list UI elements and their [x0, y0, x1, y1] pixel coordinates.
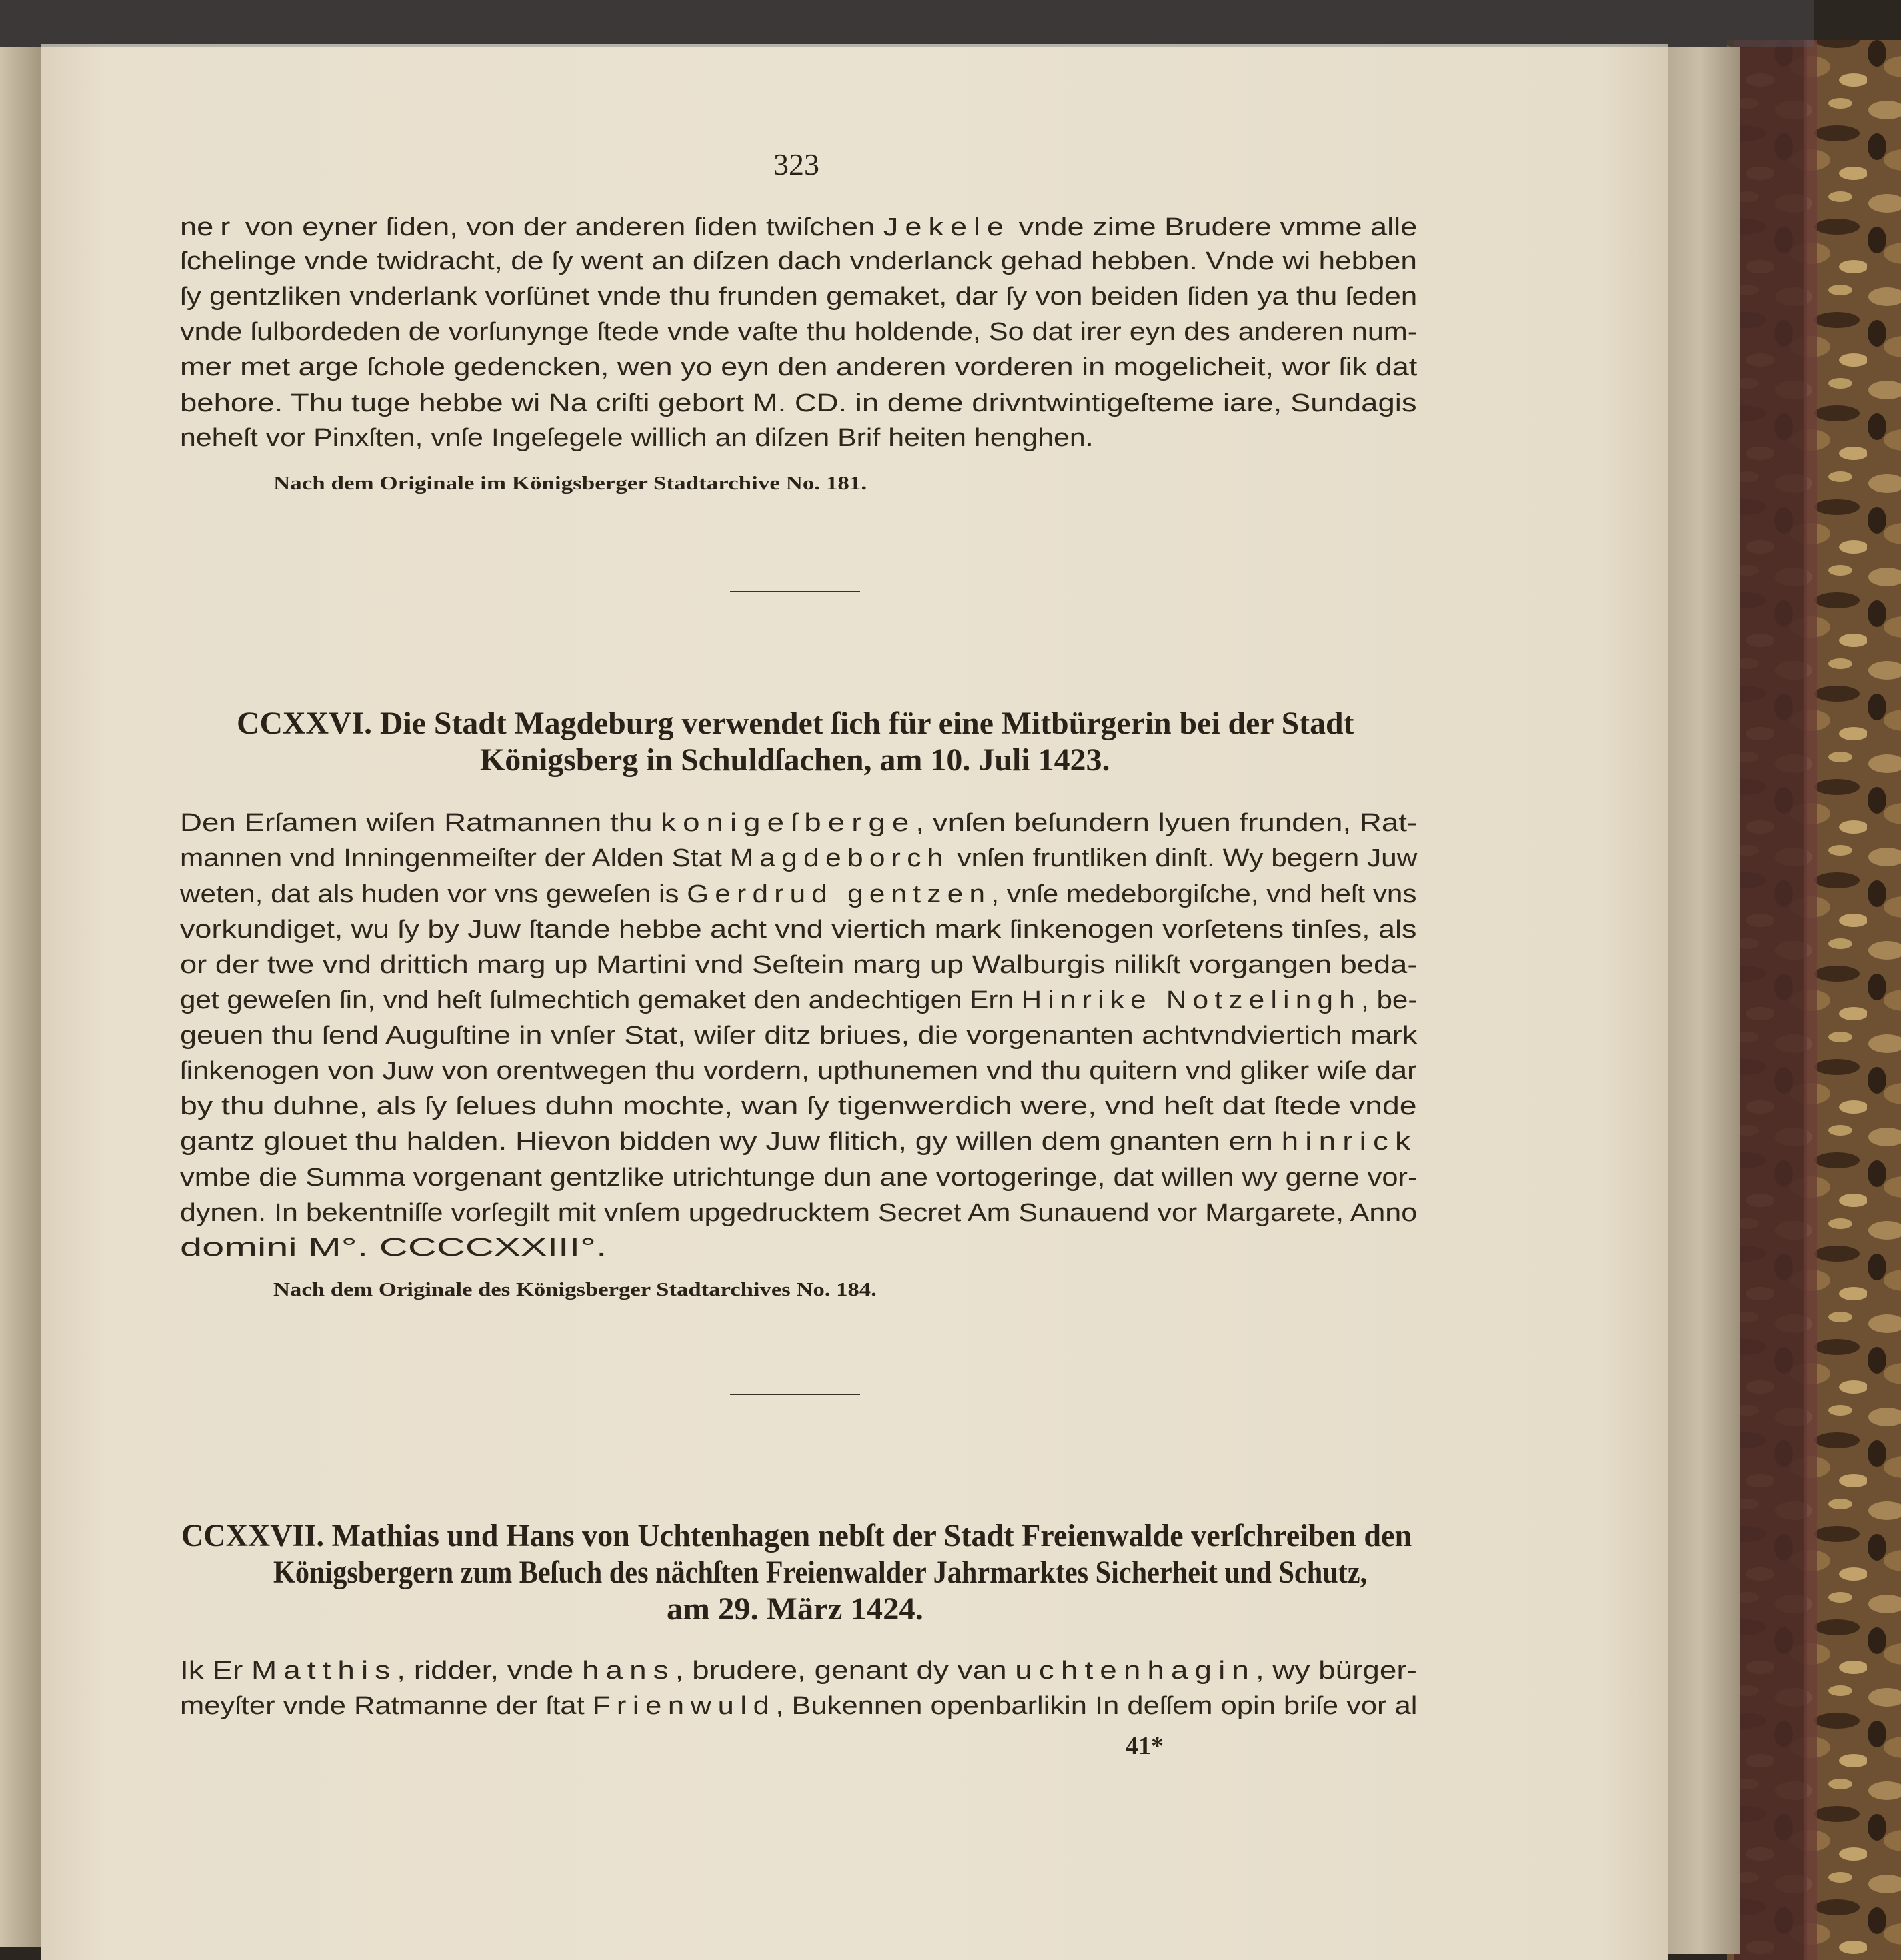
text-line — [180, 213, 1417, 242]
spaced-name: hans — [581, 1657, 675, 1685]
text-line — [180, 247, 1417, 276]
spaced-name: Magdeborch — [729, 844, 949, 872]
document-heading: Königsberg in Schuldſachen, am 10. Juli 1423. — [480, 742, 1110, 778]
source-note-184: Nach dem Originale des Königsberger Stadtarchives No. 184. — [273, 1280, 877, 1300]
spaced-name: hinrick — [1281, 1128, 1418, 1156]
text-line — [180, 283, 1417, 311]
source-note-181: Nach dem Originale im Königsberger Stadtarchive No. 181. — [273, 473, 867, 494]
text-line — [180, 353, 1417, 382]
text-run: dynen. In bekentniſſe vorſegilt mit vnſem upgedrucktem Secret Am Sunauend vor Margarete, Anno — [180, 1199, 1418, 1227]
text-run: vnde ſulbordeden de vorſunynge ſtede vnde vaſte thu holdende, So dat irer eyn des anderen num- — [180, 318, 1418, 346]
text-run: domini M°. CCCCXXIII°. — [180, 1234, 607, 1262]
text-run: mer met arge ſchole gedencken, wen yo eyn den anderen vorderen in mogelicheit, wor ſik dat — [180, 353, 1418, 381]
spaced-name: uchtenhagin — [1015, 1657, 1256, 1685]
text-line — [180, 1199, 1417, 1228]
text-line — [180, 951, 1417, 980]
text-run: , Bukennen openbarlikin In deſſem opin briſe vor al — [775, 1692, 1418, 1720]
spaced-name: konigeſberge — [661, 809, 916, 837]
text-run: von eyner ſiden, von der anderen ſiden twiſchen — [237, 213, 883, 241]
text-run: , ridder, vnde — [397, 1657, 582, 1685]
text-run: or der twe vnd drittich marg up Martini vnd Seſtein marg up Walburgis nilikſt vorgangen beda- — [180, 951, 1418, 979]
spaced-name: Frienwuld — [592, 1692, 776, 1720]
document-heading: CCXXVI. Die Stadt Magdeburg verwendet ſich für eine Mitbürgerin bei der Stadt — [237, 706, 1354, 741]
text-run: vnde zime Brudere vmme alle — [1010, 213, 1418, 241]
text-run: mannen vnd Inningenmeiſter der Alden Stat — [180, 844, 730, 872]
text-line — [180, 880, 1417, 909]
text-run: vmbe die Summa vorgenant gentzlike utrichtunge dun ane vortogeringe, dat willen wy gerne vor- — [180, 1164, 1418, 1192]
text-run: vnſen fruntliken dinſt. Wy begern Juw — [949, 844, 1418, 872]
signature-mark: 41* — [1126, 1732, 1164, 1760]
text-run: ſchelinge vnde twidracht, de ſy went an diſzen dach vnderlanck gehad hebben. Vnde wi hebben — [180, 247, 1417, 275]
text-run: n — [180, 213, 197, 241]
spaced-name: er — [197, 213, 237, 241]
text-line — [180, 986, 1417, 1015]
document-heading: am 29. März 1424. — [667, 1591, 923, 1627]
text-line — [180, 809, 1417, 838]
document-heading: Königsbergern zum Beſuch des nächſten Freienwalder Jahrmarktes Sicherheit und Schutz, — [273, 1555, 1368, 1590]
text-run: , vnſen beſundern lyuen frunden, Rat- — [915, 809, 1418, 837]
text-run: neheſt vor Pinxſten, vnſe Ingeſegele willich an diſzen Brif heiten henghen. — [180, 424, 1094, 452]
text-run: behore. Thu tuge hebbe wi Na criſti gebort M. CD. in deme drivntwintigeſteme iare, Sundagis — [180, 389, 1417, 417]
text-run: by thu duhne, als ſy ſelues duhn mochte, wan ſy tigenwerdich were, vnd heſt dat ſtede vnde — [180, 1092, 1417, 1120]
document-heading: CCXXVII. Mathias und Hans von Uchtenhagen nebſt der Stadt Freienwalde verſchreiben den — [181, 1518, 1412, 1553]
text-run: , wy bürger- — [1255, 1657, 1417, 1685]
section-divider — [730, 1394, 860, 1395]
text-run: Ik Er — [180, 1657, 251, 1685]
text-line — [180, 1657, 1417, 1685]
text-run: ſinkenogen von Juw von orentwegen thu vordern, upthunemen vnd thu quitern vnd gliker wiſe dar — [180, 1057, 1417, 1085]
text-line — [180, 389, 1417, 418]
text-run: , brudere, genant dy van — [675, 1657, 1016, 1685]
text-line — [180, 1692, 1417, 1721]
text-line — [180, 1128, 1417, 1156]
text-run: ſy gentzliken vnderlank vorſünet vnde thu frunden gemaket, dar ſy von beiden ſiden ya thu ſeden — [180, 283, 1418, 311]
text-run: Den Erſamen wiſen Ratmannen thu — [180, 809, 661, 837]
text-line — [180, 318, 1417, 347]
text-run: meyſter vnde Ratmanne der ſtat — [180, 1692, 593, 1720]
spaced-name: Gerdrud gentzen — [687, 880, 992, 908]
text-run: weten, dat als huden vor vns geweſen is — [180, 880, 687, 908]
text-line — [180, 1234, 607, 1262]
text-run: vorkundiget, wu ſy by Juw ſtande hebbe acht vnd viertich mark ſinkenogen vorſetens tinſes, als — [180, 916, 1417, 944]
spaced-name: Matthis — [251, 1657, 397, 1685]
text-line — [180, 916, 1416, 944]
text-line — [180, 1022, 1417, 1050]
text-line — [180, 424, 1094, 453]
text-line — [180, 1164, 1417, 1192]
text-run: get geweſen ſin, vnd heſt ſulmechtich gemaket den andechtigen Ern — [180, 986, 1022, 1014]
text-line — [180, 1092, 1417, 1121]
spaced-name: Jekele — [883, 213, 1011, 241]
text-line — [180, 844, 1417, 873]
text-run: gantz glouet thu halden. Hievon bidden wy Juw flitich, gy willen dem gnanten ern — [180, 1128, 1282, 1156]
text-run: geuen thu ſend Auguſtine in vnſer Stat, wiſer ditz briues, die vorgenanten achtvndviertich mark — [180, 1022, 1418, 1050]
text-run: , vnſe medeborgiſche, vnd heſt vns — [991, 880, 1417, 908]
page-number: 323 — [773, 147, 819, 181]
spaced-name: Hinrike Notzelingh — [1021, 986, 1362, 1014]
text-line — [180, 1057, 1417, 1086]
section-divider — [730, 591, 860, 592]
text-run: , be- — [1361, 986, 1418, 1014]
